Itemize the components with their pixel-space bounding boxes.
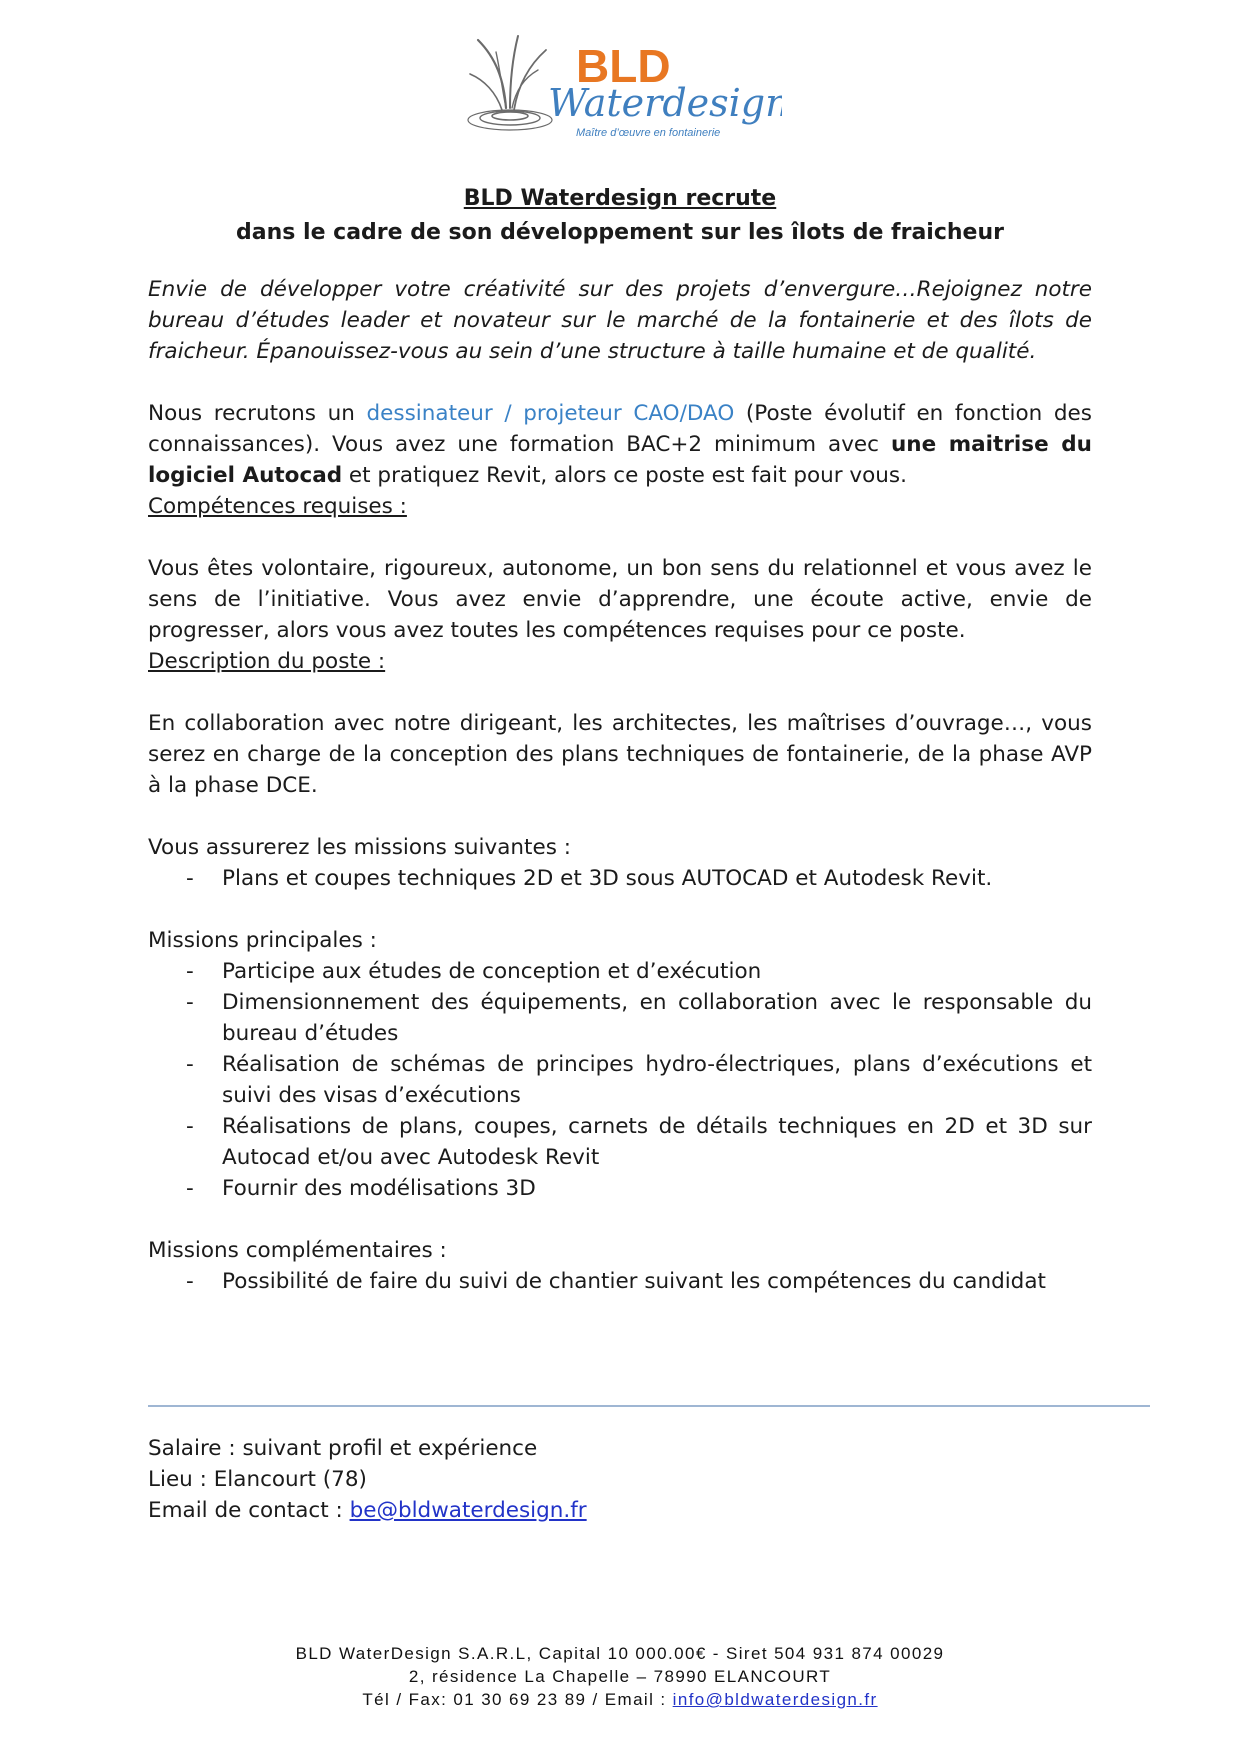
intro-paragraph: Envie de développer votre créativité sur des projets d’envergure…Rejoignez notre bureau d’études leader et novateur sur le marché de la fontainerie et des îlots de fraicheur. Épanouissez-vous au sein d’une structure à taille humaine et de qualité. [148, 277, 1092, 364]
list-item: - Fournir des modélisations 3D [186, 1173, 1092, 1204]
list-item: - Réalisations de plans, coupes, carnets de détails techniques en 2D et 3D sur Autocad et/ou avec Autodesk Revit [186, 1111, 1092, 1173]
competences-heading: Compétences requises : [148, 494, 407, 519]
principales-heading: Missions principales : [148, 928, 377, 953]
competences-text: Vous êtes volontaire, rigoureux, autonome, un bon sens du relationnel et vous avez le sens de l’initiative. Vous avez envie d’apprendre, une écoute active, envie de progresser, alors vous avez toutes les compétences requises pour ce poste. [148, 556, 1092, 643]
principales-list [148, 956, 1092, 1204]
description-heading: Description du poste : [148, 649, 386, 674]
recruit-text-1: Nous recrutons un [148, 401, 367, 426]
salary-line: Salaire : suivant profil et expérience [148, 1436, 538, 1461]
svg-text:Maître d’œuvre en fontainerie: Maître d’œuvre en fontainerie [576, 127, 721, 139]
svg-text:Waterdesign: Waterdesign [548, 81, 782, 125]
svg-text:BLD: BLD [576, 40, 671, 92]
location-line: Lieu : Elancourt (78) [148, 1467, 367, 1492]
company-logo [466, 30, 782, 148]
job-offer-body [148, 182, 1092, 1297]
list-item: - Possibilité de faire du suivi de chantier suivant les compétences du candidat [186, 1266, 1092, 1297]
footer-contact-line [0, 1688, 1240, 1711]
recruit-text-2: (Poste évolutif en fonction des connaissances). Vous avez une formation BAC+2 minimum avec [148, 401, 1092, 457]
page-footer [0, 1642, 1240, 1711]
recruit-text-3: et pratiquez Revit, alors ce poste est fait pour vous. [342, 463, 907, 488]
page-title [148, 182, 1092, 250]
list-item: - Participe aux études de conception et d’exécution [186, 956, 1092, 987]
complementaires-heading: Missions complémentaires : [148, 1238, 447, 1263]
footer-phone: Tél / Fax: 01 30 69 23 89 / Email : [362, 1690, 673, 1709]
description-text: En collaboration avec notre dirigeant, les architectes, les maîtrises d’ouvrage…, vous serez en charge de la conception des plans techniques de fontainerie, de la phase AVP à la phase DCE. [148, 711, 1092, 798]
footer-address-line: 2, résidence La Chapelle – 78990 ELANCOURT [408, 1667, 832, 1686]
water-jet-logo-icon [466, 30, 782, 148]
required-skill: une maitrise du logiciel Autocad [148, 432, 1092, 488]
email-label: Email de contact : [148, 1498, 350, 1523]
list-item: - Dimensionnement des équipements, en collaboration avec le responsable du bureau d’études [186, 987, 1092, 1049]
missions-intro: Vous assurerez les missions suivantes : [148, 835, 571, 860]
list-item: - Plans et coupes techniques 2D et 3D sous AUTOCAD et Autodesk Revit. [186, 863, 1092, 894]
title-line-1: BLD Waterdesign recrute [463, 186, 777, 211]
divider [148, 1405, 1150, 1407]
contact-line [148, 1495, 1092, 1526]
position-title: dessinateur / projeteur CAO/DAO [366, 401, 735, 426]
title-line-2: dans le cadre de son développement sur les îlots de fraicheur [236, 220, 1004, 245]
contact-email-link[interactable]: be@bldwaterdesign.fr [349, 1498, 587, 1523]
missions-list [148, 863, 1092, 894]
complementaires-list [148, 1266, 1092, 1297]
recruit-paragraph [148, 398, 1092, 491]
footer-email-link[interactable]: info@bldwaterdesign.fr [672, 1690, 878, 1709]
list-item: - Réalisation de schémas de principes hydro-électriques, plans d’exécutions et suivi des visas d’exécutions [186, 1049, 1092, 1111]
footer-company-line: BLD WaterDesign S.A.R.L, Capital 10 000.00€ - Siret 504 931 874 00029 [295, 1644, 945, 1663]
job-info [148, 1433, 1092, 1526]
